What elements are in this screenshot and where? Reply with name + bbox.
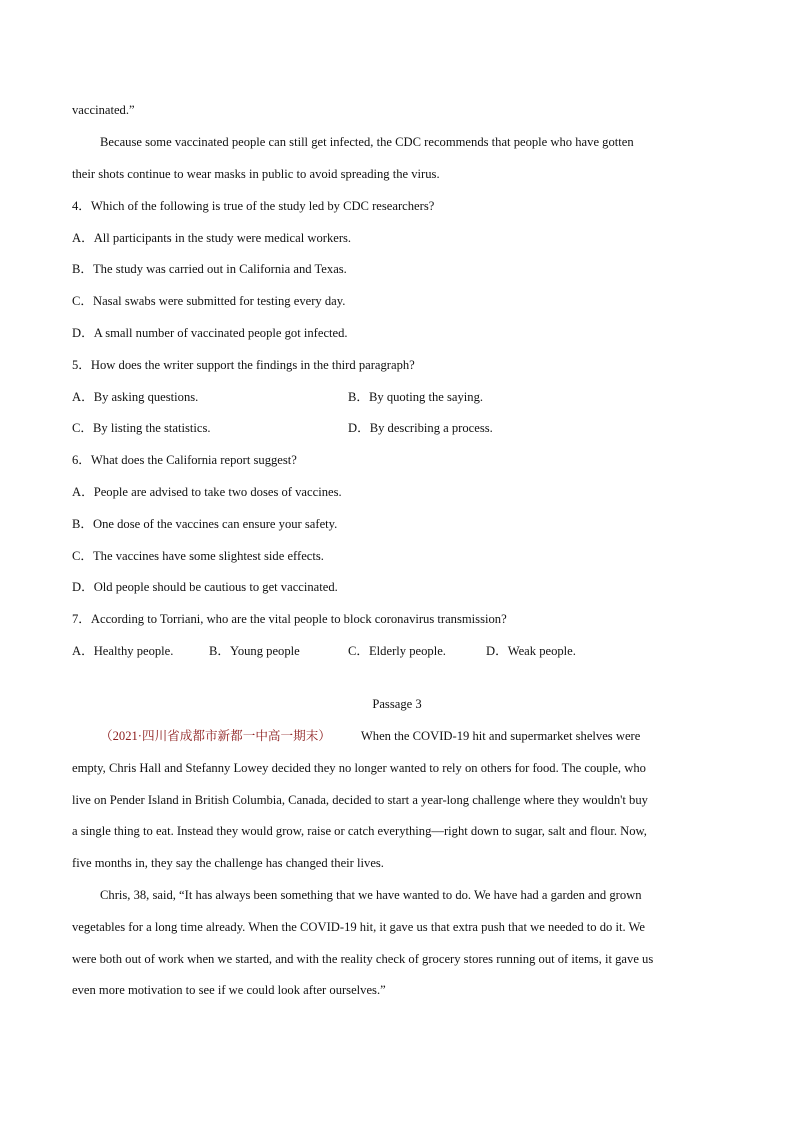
question-4-option-d: D．A small number of vaccinated people got infected. (72, 326, 348, 340)
question-6-option-a: A．People are advised to take two doses of vaccines. (72, 485, 342, 499)
passage-3-line: vegetables for a long time already. When the COVID-19 hit, it gave us that extra push that we needed to do it. We (72, 920, 646, 934)
question-4-option-a: A．All participants in the study were medical workers. (72, 231, 352, 245)
passage-3-line: were both out of work when we started, and with the reality check of grocery stores running out of items, it gave us (72, 952, 654, 966)
passage-3-line: Chris, 38, said, “It has always been something that we have wanted to do. We have had a garden and grown (100, 888, 642, 902)
question-4-stem: 4．Which of the following is true of the study led by CDC researchers? (72, 199, 435, 213)
question-5-option-a: A．By asking questions. (72, 390, 199, 404)
question-5-option-c: C．By listing the statistics. (72, 421, 211, 435)
question-5-stem: 5．How does the writer support the findings in the third paragraph? (72, 358, 415, 372)
passage-3-line: even more motivation to see if we could look after ourselves.” (72, 983, 386, 997)
question-7-option-a: A．Healthy people. (72, 644, 174, 658)
passage2-paragraph-line: their shots continue to wear masks in public to avoid spreading the virus. (72, 167, 440, 181)
source-label: （2021·四川省成都市新都一中高一期末） (100, 729, 331, 743)
question-6-option-c: C．The vaccines have some slightest side effects. (72, 549, 324, 563)
question-4-option-c: C．Nasal swabs were submitted for testing every day. (72, 294, 346, 308)
question-4-option-b: B．The study was carried out in California and Texas. (72, 262, 347, 276)
passage-3-line: empty, Chris Hall and Stefanny Lowey decided they no longer wanted to rely on others for food. The couple, who (72, 761, 646, 775)
passage-3-line: live on Pender Island in British Columbia, Canada, decided to start a year-long challenge where they wouldn't buy (72, 793, 648, 807)
passage-3-first-line (100, 728, 640, 744)
question-5-option-d: D．By describing a process. (348, 421, 493, 435)
question-5-option-b: B．By quoting the saying. (348, 390, 484, 404)
passage-3-heading: Passage 3 (372, 697, 422, 711)
passage-3-line-text: When the COVID-19 hit and supermarket shelves were (360, 729, 641, 743)
question-6-stem: 6．What does the California report suggest? (72, 453, 297, 467)
question-7-option-c: C．Elderly people. (348, 644, 446, 658)
passage-3-line: a single thing to eat. Instead they would grow, raise or catch everything—right down to sugar, salt and flour. Now, (72, 824, 647, 838)
question-6-option-b: B．One dose of the vaccines can ensure your safety. (72, 517, 338, 531)
passage2-closing-line: vaccinated.” (72, 103, 135, 117)
question-7-stem: 7．According to Torriani, who are the vital people to block coronavirus transmission? (72, 612, 507, 626)
question-7-option-d: D．Weak people. (486, 644, 576, 658)
passage-3-line: five months in, they say the challenge has changed their lives. (72, 856, 384, 870)
question-6-option-d: D．Old people should be cautious to get vaccinated. (72, 580, 338, 594)
question-7-option-b: B．Young people (209, 644, 300, 658)
passage2-paragraph-line: Because some vaccinated people can still get infected, the CDC recommends that people who have gotten (100, 135, 634, 149)
